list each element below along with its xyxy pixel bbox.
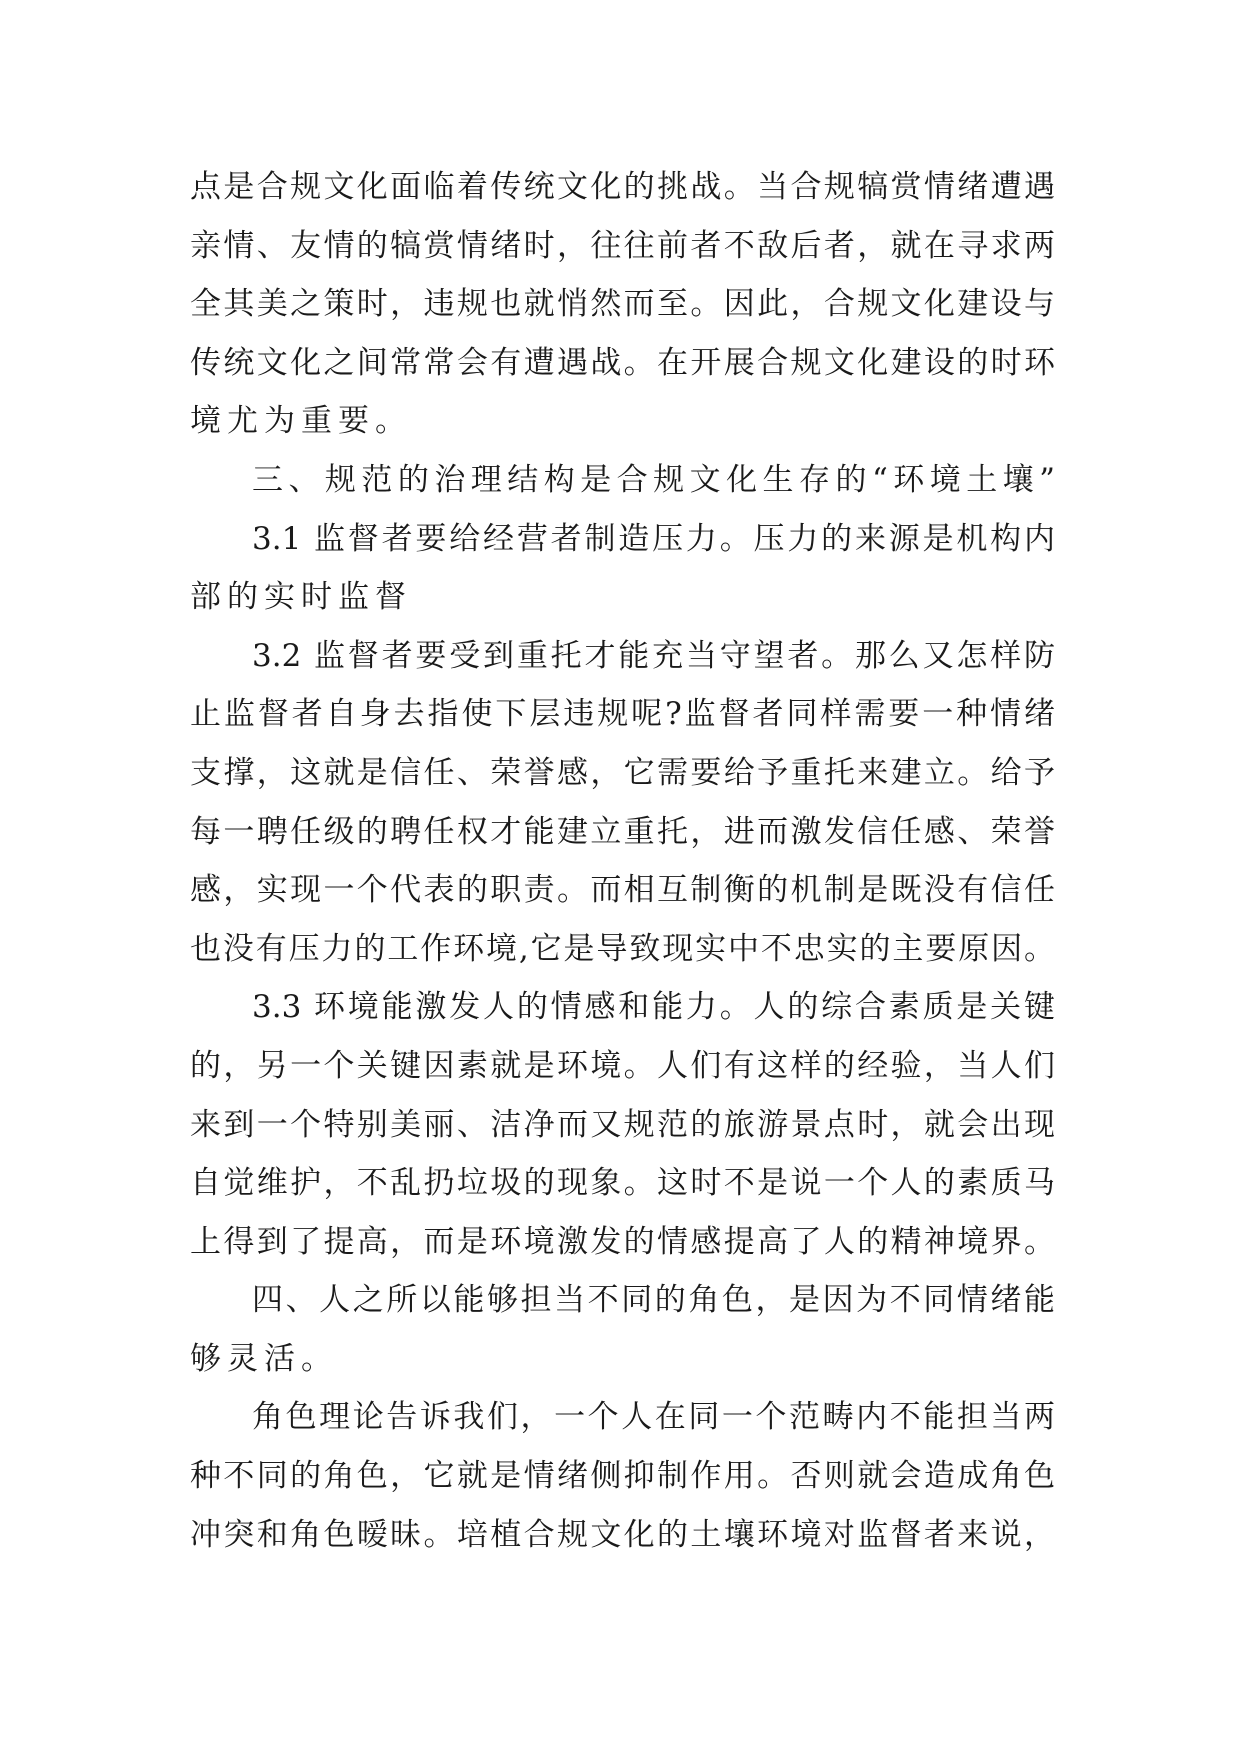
text-line: 境尤为重要。: [190, 403, 412, 440]
text-line: 每一聘任级的聘任权才能建立重托，进而激发信任感、荣誉: [190, 813, 1055, 850]
text-line: 冲突和角色暧昧。培植合规文化的土壤环境对监督者来说，: [190, 1516, 1055, 1553]
text-line: 种不同的角色，它就是情绪侧抑制作用。否则就会造成角色: [190, 1458, 1055, 1495]
text-line: 部的实时监督: [190, 579, 412, 616]
text-line: 自觉维护，不乱扔垃圾的现象。这时不是说一个人的素质马: [190, 1165, 1055, 1202]
text-line: 三、规范的治理结构是合规文化生存的“环境土壤”: [252, 461, 1055, 498]
text-line: 3.1 监督者要给经营者制造压力。压力的来源是机构内: [252, 520, 1055, 557]
text-line: 传统文化之间常常会有遭遇战。在开展合规文化建设的时环: [190, 344, 1055, 381]
text-line: 全其美之策时，违规也就悄然而至。因此，合规文化建设与: [190, 286, 1055, 323]
text-line: 的，另一个关键因素就是环境。人们有这样的经验，当人们: [190, 1047, 1055, 1084]
text-line: 3.3 环境能激发人的情感和能力。人的综合素质是关键: [252, 989, 1055, 1026]
text-line: 支撑，这就是信任、荣誉感，它需要给予重托来建立。给予: [190, 754, 1055, 791]
text-line: 感，实现一个代表的职责。而相互制衡的机制是既没有信任: [190, 872, 1055, 909]
text-line: 点是合规文化面临着传统文化的挑战。当合规犒赏情绪遭遇: [190, 169, 1055, 205]
text-line: 角色理论告诉我们，一个人在同一个范畴内不能担当两: [252, 1399, 1055, 1436]
text-line: 来到一个特别美丽、洁净而又规范的旅游景点时，就会出现: [190, 1106, 1055, 1143]
body-text: [190, 158, 1055, 1564]
text-line: 亲情、友情的犒赏情绪时，往往前者不敌后者，就在寻求两: [190, 227, 1055, 264]
text-line: 止监督者自身去指使下层违规呢?监督者同样需要一种情绪: [190, 696, 1055, 733]
text-line: 3.2 监督者要受到重托才能充当守望者。那么又怎样防: [252, 637, 1055, 674]
text-line: 够灵活。: [190, 1340, 338, 1377]
text-line: 上得到了提高，而是环境激发的情感提高了人的精神境界。: [190, 1223, 1055, 1260]
text-line: 也没有压力的工作环境,它是导致现实中不忠实的主要原因。: [190, 930, 1055, 967]
text-line: 四、人之所以能够担当不同的角色，是因为不同情绪能: [252, 1282, 1055, 1319]
